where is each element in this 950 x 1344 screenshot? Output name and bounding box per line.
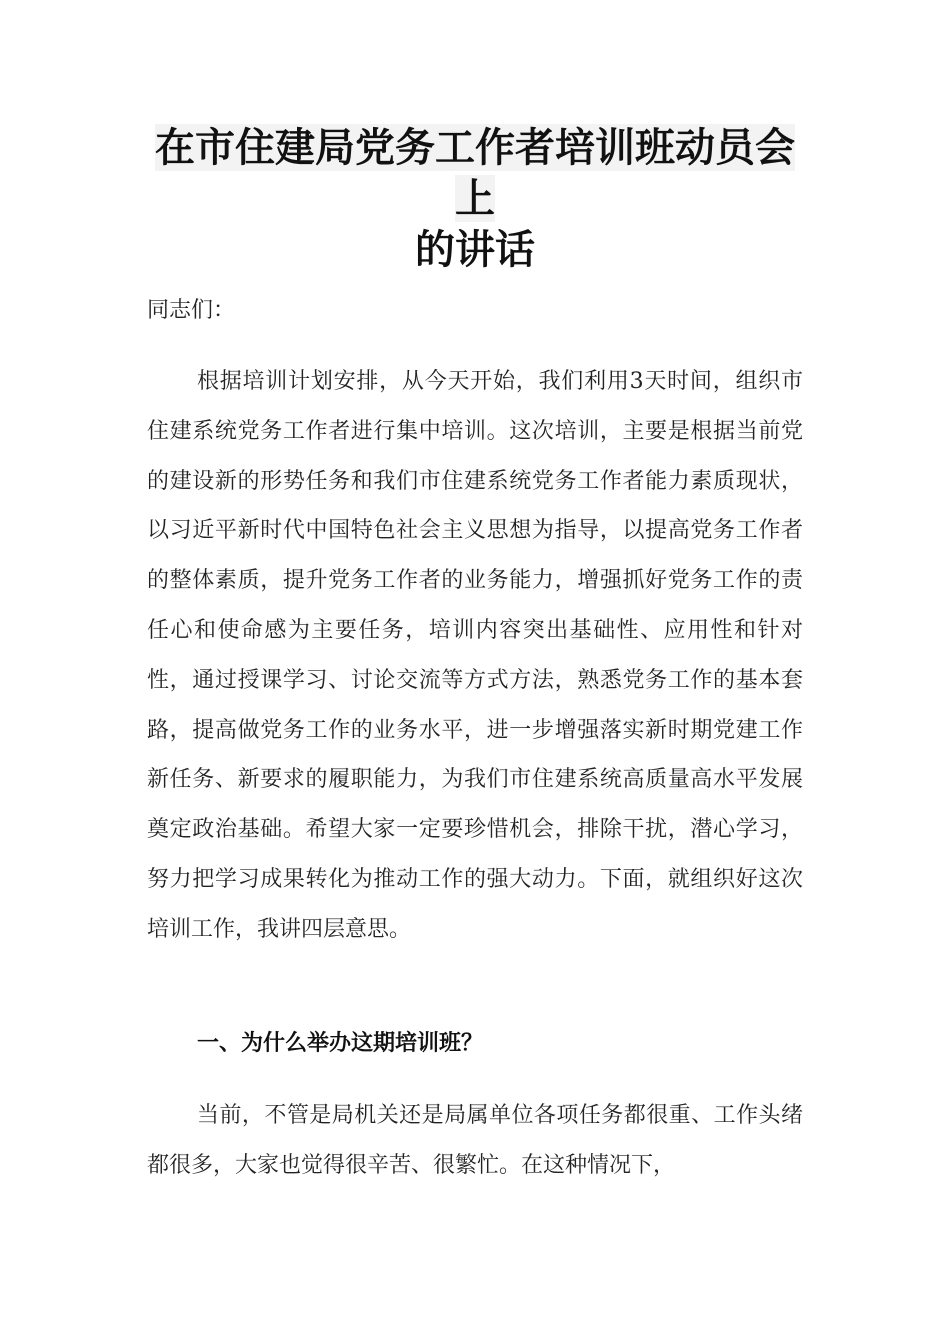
body-paragraph-1: 根据培训计划安排，从今天开始，我们利用3天时间，组织市住建系统党务工作者进行集中培训。这次培训，主要是根据当前党的建设新的形势任务和我们市住建系统党务工作者能力素质现状，以习近平新时代中国特色社会主义思想为指导，以提高党务工作者的整体素质，提升党务工作者的业务能力，增强抓好党务工作的责任心和使命感为主要任务，培训内容突出基础性、应用性和针对性，通过授课学习、讨论交流等方式方法，熟悉党务工作的基本套路，提高做党务工作的业务水平，进一步增强落实新时期党建工作新任务、新要求的履职能力，为我们市住建系统高质量高水平发展奠定政治基础。希望大家一定要珍惜机会，排除干扰，潜心学习，努力把学习成果转化为推动工作的强大动力。下面，就组织好这次培训工作，我讲四层意思。 [147,369,803,942]
title-line-2: 的讲话 [415,226,535,273]
body-paragraph-2: 当前，不管是局机关还是局属单位各项任务都很重、工作头绪都很多，大家也觉得很辛苦、很繁忙。在这种情况下， [147,1103,803,1178]
title-line-1: 在市住建局党务工作者培训班动员会上 [155,124,795,222]
salutation: 同志们： [147,298,236,323]
section-heading-1: 一、为什么举办这期培训班？ [197,1031,484,1056]
document-title [140,122,810,275]
